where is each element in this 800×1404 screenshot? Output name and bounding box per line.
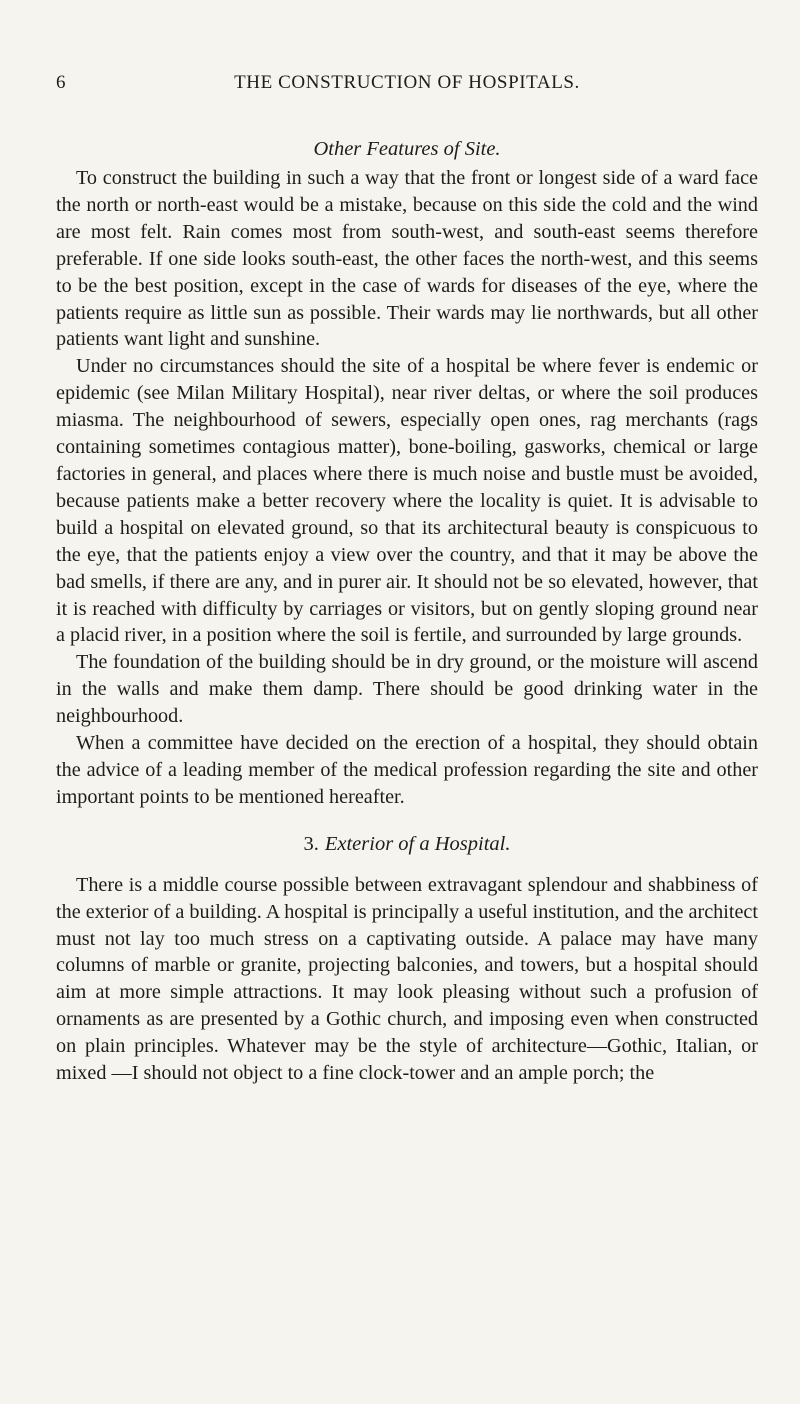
paragraph: To construct the building in such a way that the front or longest side of a ward face the north or north-east would be a mistake, because on this side the cold and the wind are most felt. Rain comes most from south-west, and south-east seems therefore preferable. If one side looks south-east, the other faces the north-west, and this seems to be the best position, except in the case of wards for diseases of the eye, where the patients require as little sun as possible. Their wards may lie northwards, but all other patients want light and sunshine. bbox=[56, 167, 758, 351]
section-heading bbox=[56, 833, 758, 856]
section-heading bbox=[56, 138, 758, 161]
running-title: THE CONSTRUCTION OF HOSPITALS. bbox=[234, 72, 580, 93]
running-head bbox=[56, 72, 758, 102]
paragraph: The foundation of the building should be in dry ground, or the moisture will ascend in the walls and make them damp. There should be good drinking water in the neighbourhood. bbox=[56, 651, 758, 728]
section-exterior-of-a-hospital bbox=[56, 833, 758, 1087]
paragraph: Under no circumstances should the site of a hospital be where fever is endemic or epidemic (see Milan Military Hospital), near river deltas, or where the soil produces miasma. The neighbourhood of sewers, especially open ones, rag merchants (rags containing sometimes contagious matter), bone-boiling, gasworks, chemical or large factories in general, and places where there is much noise and bustle must be avoided, because patients make a better recovery where the locality is quiet. It is advisable to build a hospital on elevated ground, so that its architectural beauty is conspicuous to the eye, that the patients enjoy a view over the country, and that it may be above the bad smells, if there are any, and in purer air. It should not be so elevated, however, that it is reached with difficulty by carriages or visitors, but on gently sloping ground near a placid river, in a position where the soil is fertile, and surrounded by large grounds. bbox=[56, 355, 758, 647]
section-heading-title: Exterior of a Hospital. bbox=[324, 832, 511, 855]
section-other-features-of-site bbox=[56, 138, 758, 811]
section-heading-title: Other Features of Site. bbox=[313, 138, 501, 160]
paragraph: When a committee have decided on the erection of a hospital, they should obtain the advice of a leading member of the medical profession regarding the site and other important points to be mentioned hereafter. bbox=[56, 732, 758, 808]
book-page bbox=[56, 72, 758, 1087]
page-number: 6 bbox=[56, 72, 67, 93]
paragraph: There is a middle course possible between extravagant splendour and shabbiness of the exterior of a building. A hospital is principally a useful institution, and the architect must not lay too much stress on a captivating outside. A palace may have many columns of marble or granite, projecting balconies, and towers, but a hospital should aim at more simple attractions. It may look pleasing without such a profusion of ornaments as are presented by a Gothic church, and imposing even when constructed on plain principles. Whatever may be the style of architecture—Gothic, Italian, or mixed —I should not object to a fine clock-tower and an ample porch; the bbox=[56, 873, 758, 1085]
section-number: 3. bbox=[303, 832, 319, 855]
